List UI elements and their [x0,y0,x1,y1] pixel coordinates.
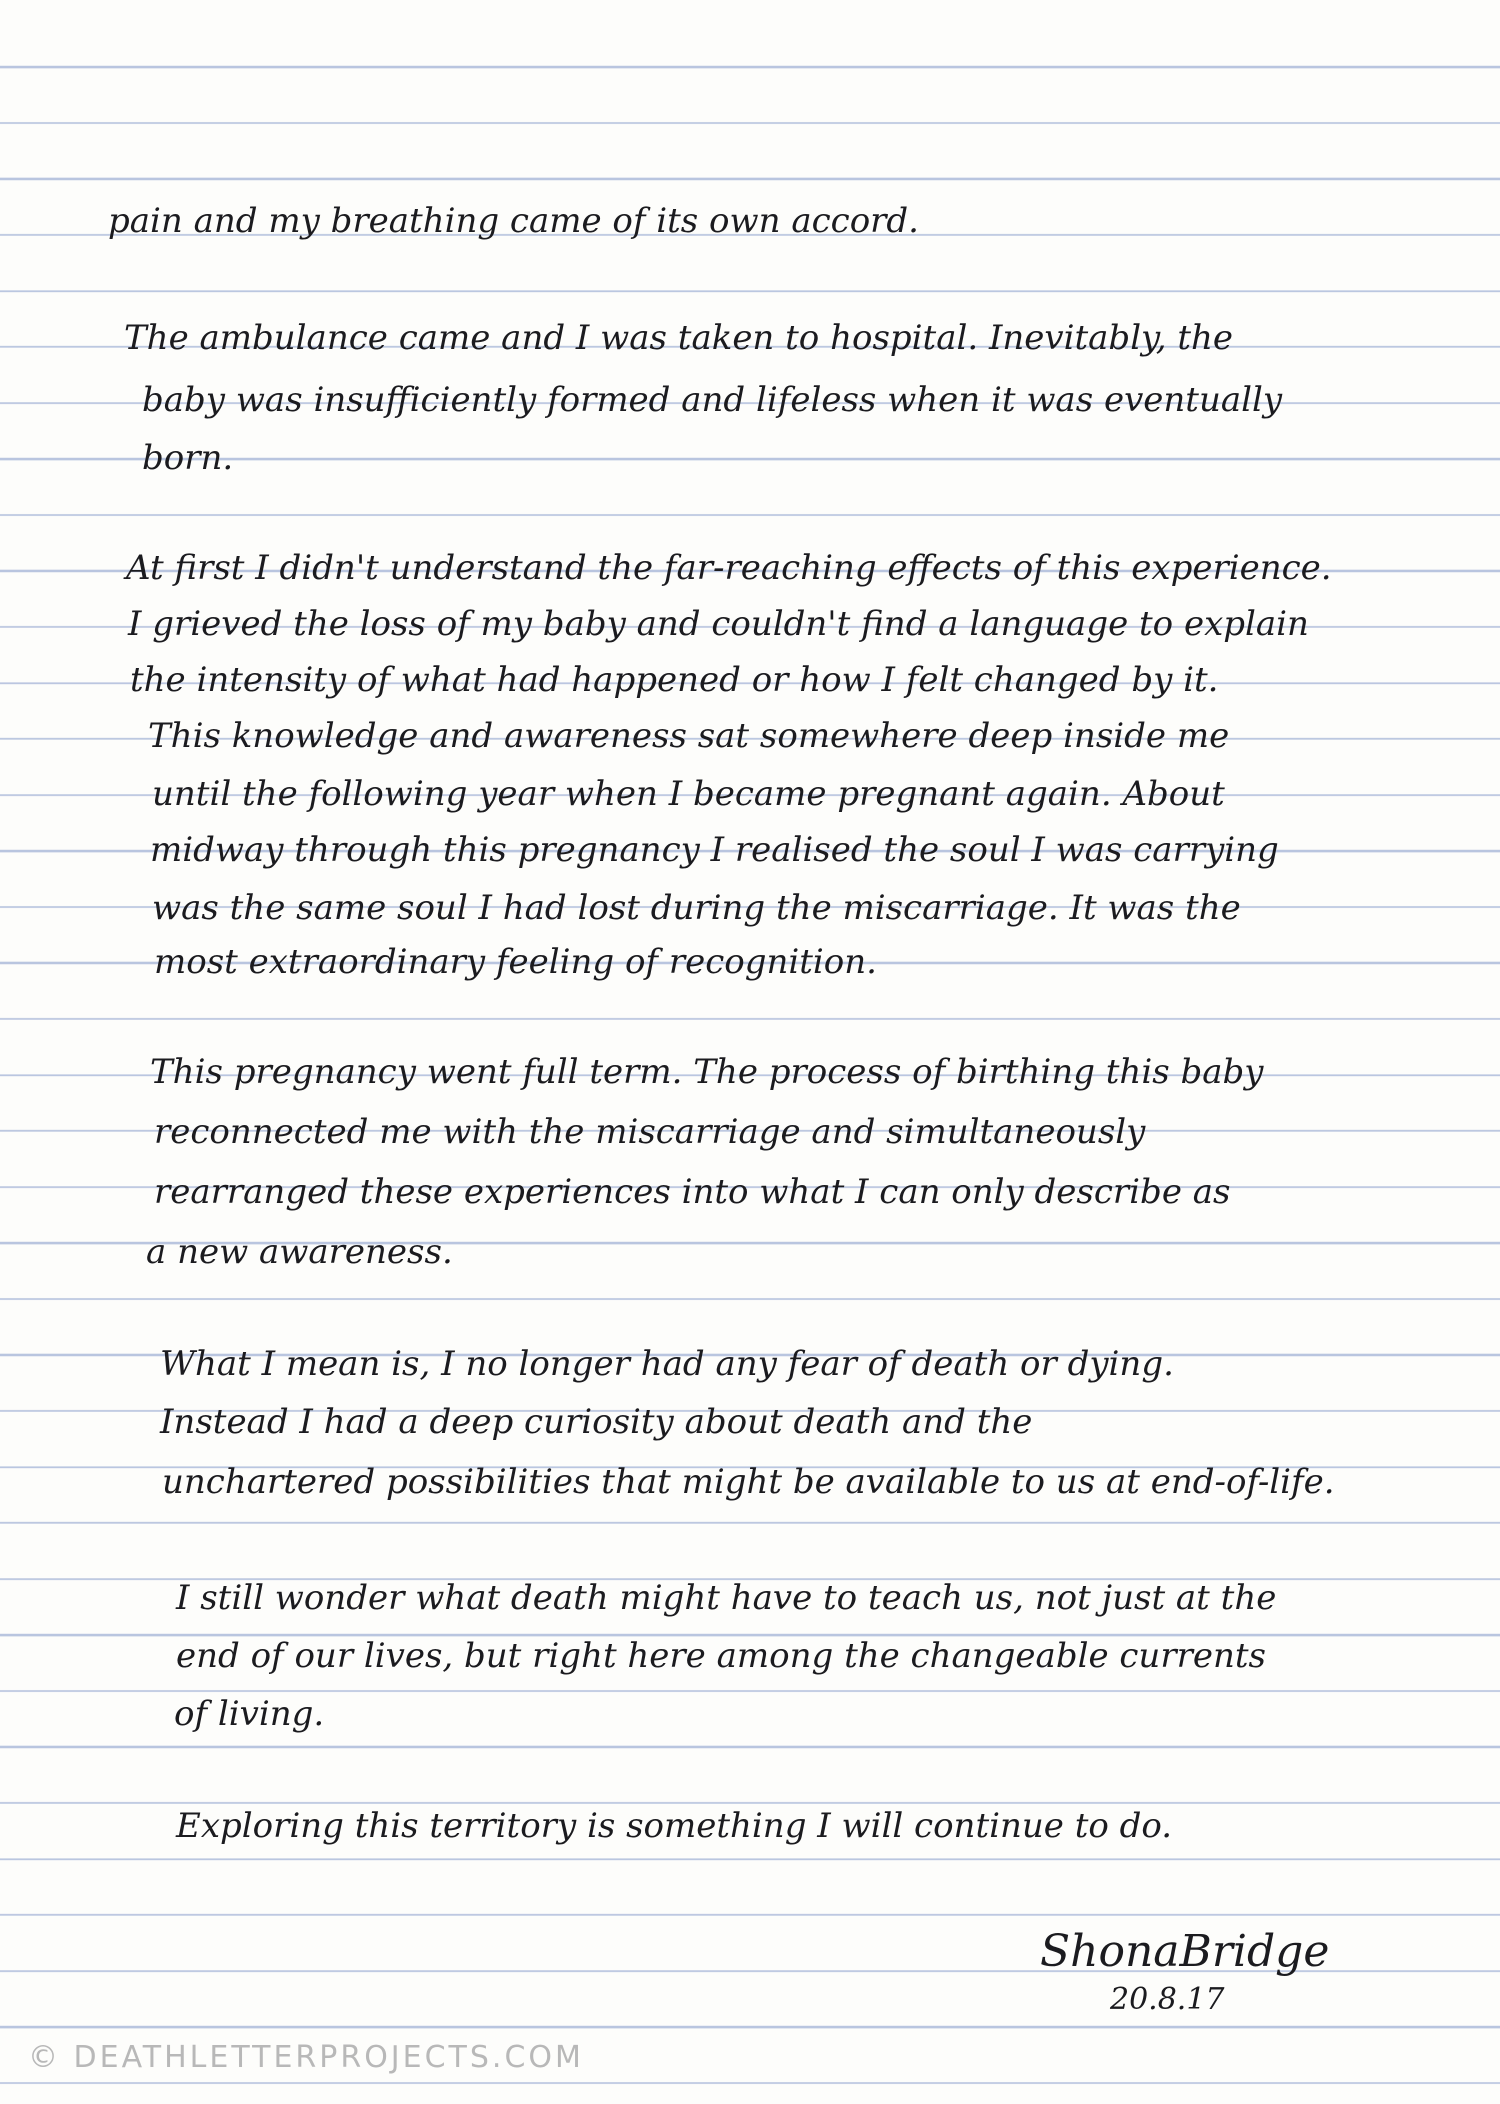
letter-line: midway through this pregnancy I realised the soul I was carrying [150,830,1279,870]
letter-date: 20.8.17 [1110,1982,1225,2017]
letter-line: This knowledge and awareness sat somewhere deep inside me [148,716,1230,756]
letter-line: What I mean is, I no longer had any fear of death or dying. [160,1344,1174,1384]
letter-line: I grieved the loss of my baby and couldn't find a language to explain [128,604,1309,644]
letter-line: The ambulance came and I was taken to hospital. Inevitably, the [124,318,1234,358]
letter-line: most extraordinary feeling of recognition. [154,942,877,982]
letter-line: unchartered possibilities that might be available to us at end-of-life. [162,1462,1335,1502]
signature: ShonaBridge [1040,1926,1330,1977]
copyright-watermark: © DEATHLETTERPROJECTS.COM [28,2040,584,2075]
letter-line: the intensity of what had happened or how I felt changed by it. [130,660,1219,700]
letter-line: baby was insufficiently formed and lifeless when it was eventually [142,380,1283,420]
letter-line: Exploring this territory is something I will continue to do. [176,1806,1173,1846]
letter-line: This pregnancy went full term. The process of birthing this baby [150,1052,1264,1092]
letter-line: a new awareness. [146,1232,453,1272]
letter-line: Instead I had a deep curiosity about death and the [160,1402,1033,1442]
letter-line: rearranged these experiences into what I can only describe as [154,1172,1231,1212]
letter-line: pain and my breathing came of its own accord. [108,201,919,241]
letter-line: was the same soul I had lost during the miscarriage. It was the [152,888,1241,928]
letter-line: At first I didn't understand the far-reaching effects of this experience. [126,548,1332,588]
letter-line: of living. [174,1694,325,1734]
letter-line: I still wonder what death might have to teach us, not just at the [176,1578,1277,1618]
letter-line: until the following year when I became pregnant again. About [152,774,1225,814]
letter-line: reconnected me with the miscarriage and simultaneously [154,1112,1146,1152]
letter-line: born. [142,438,234,478]
letter-line: end of our lives, but right here among the changeable currents [176,1636,1266,1676]
